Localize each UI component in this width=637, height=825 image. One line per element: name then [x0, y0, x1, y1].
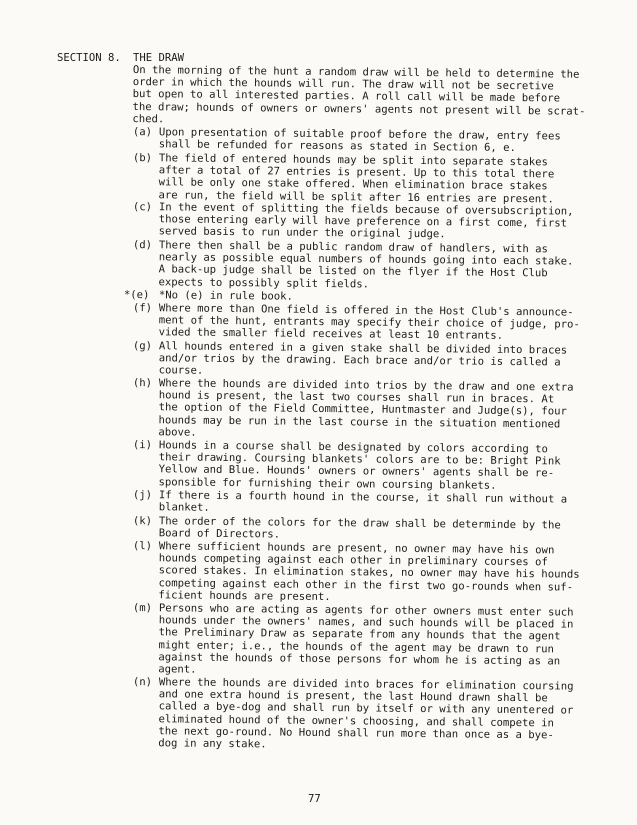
- rule-item-marker: (h): [132, 377, 153, 390]
- rule-list: [123, 126, 588, 751]
- page-number: 77: [308, 793, 321, 805]
- rule-item: [133, 515, 588, 544]
- rule-item-marker: (i): [132, 439, 153, 452]
- rule-item-marker: (c): [132, 201, 153, 214]
- rule-item-marker: (d): [132, 239, 153, 252]
- rule-item-text: Where the hounds are divided into trios by the draw and one extra hound is present, the last two courses shall run in braces. At the option of the Field Committee, Huntmaster and Judge(s), four hounds may be run in the last course in the situation mentioned above.: [158, 377, 574, 439]
- rule-item-marker: (b): [132, 151, 153, 164]
- rule-item-text: The order of the colors for the draw shall be determinde by the Board of Directors.: [158, 514, 561, 541]
- rule-item-text: Hounds in a course shall be designated by colors according to their drawing. Coursing blankets' colors are to be: Bright Pink Yellow and Blue. Hounds' owners or owners' agents shall be re- sponsible for furnishing their own coursing blankets.: [158, 439, 561, 492]
- rule-item-marker: (n): [132, 676, 153, 689]
- rule-item: [133, 489, 588, 518]
- rule-item-marker: (a): [132, 126, 153, 139]
- rule-item: [132, 602, 588, 680]
- rule-item: [133, 126, 588, 155]
- rule-item-text: There then shall be a public random draw of handlers, with as nearly as possible equal numbers of hounds going into each stake. A back-up judge shall be listed on the flyer if the Host Club expects to possibly split fields.: [158, 239, 574, 291]
- rule-item-marker: (j): [132, 489, 153, 502]
- rule-item-text: Where sufficient hounds are present, no owner may have his own hounds competing against each other in preliminary courses of scored stakes. In elimination stakes, no owner may have his hounds competing against each other in the first two go-rounds when suf- ficient hounds are present.: [158, 540, 580, 603]
- rule-item-text: The field of entered hounds may be split into separate stakes after a total of 27 entries is present. Up to this total there will be only one stake offered. When elimination brace stakes are run, the field will be split after 16 entries are present.: [158, 151, 555, 205]
- rule-item-marker: (g): [132, 339, 153, 352]
- section-intro: On the morning of the hunt a random draw will be held to determine the order in which the hounds will run. The draw will not be secretive but open to all interested parties. A roll call will be made before the draw; hounds of owners or owners' agents not present will be scrat- ched.: [132, 64, 586, 126]
- rule-item: [132, 152, 587, 206]
- rule-item-marker: *(e): [123, 288, 150, 302]
- rule-item-text: Where the hounds are divided into braces for elimination coursing and one extra hound is present, the last Hound drawn shall be called a bye-dog and shall run by itself or with any unentered or eliminated hound of the owner's choosing, and shall compete in the next go-round. No Hound shall run more than once as a bye- dog in any stake.: [158, 676, 574, 751]
- rule-item-marker: (k): [132, 514, 153, 527]
- rule-item-text: All hounds entered in a given stake shall be divided into braces and/or trios by the drawing. Each brace and/or trio is called a course.: [158, 339, 568, 377]
- section-body: [123, 52, 588, 751]
- rule-item: [133, 201, 588, 242]
- rule-item: [132, 377, 588, 443]
- rule-item: [132, 540, 588, 606]
- rule-item-text: Persons who are acting as agents for other owners must enter such hounds under the owners' names, and such hounds will be placed in the Preliminary Draw as separate from any hounds that the agent might enter; i.e., the hounds of the agent may be drawn to run against the hounds of those persons for whom he is acting as an agent.: [158, 602, 574, 676]
- rule-item-text: Where more than One field is offered in the Host Club's announce- ment of the hunt, entrants may specify their choice of judge, pro- vided the smaller field receives at least 10 entrants.: [158, 302, 580, 343]
- rule-item-marker: (f): [132, 302, 153, 315]
- section-title: THE DRAW: [133, 52, 185, 64]
- rule-item-marker: (m): [132, 601, 153, 615]
- rule-item-marker: (l): [132, 539, 153, 553]
- rule-item: [132, 239, 587, 293]
- rule-item: [133, 340, 588, 381]
- rule-item-text: *No (e) in rule book.: [158, 289, 293, 303]
- section-label: SECTION 8.: [57, 52, 121, 64]
- rule-item: [132, 439, 587, 493]
- rule-item-text: Upon presentation of suitable proof before the draw, entry fees shall be refunded for reasons as stated in Section 6, e.: [158, 126, 561, 155]
- rule-item: [133, 302, 588, 343]
- rule-item-text: In the event of splitting the fields because of oversubscription, those entering early will have preference on a first come, first served basis to run under the original judge.: [158, 201, 574, 242]
- rule-item-text: If there is a fourth hound in the course, it shall run without a blanket.: [158, 489, 568, 515]
- rule-item: [132, 676, 588, 754]
